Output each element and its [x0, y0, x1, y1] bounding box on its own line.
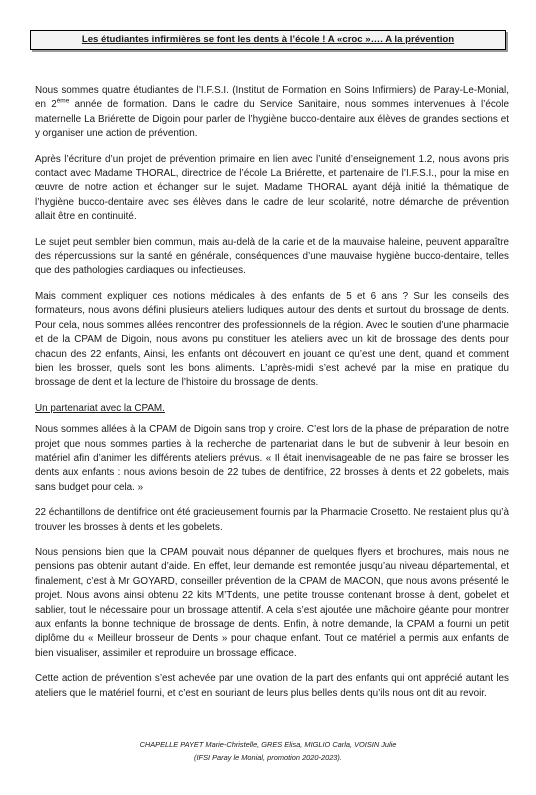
paragraph-subject: Le sujet peut sembler bien commun, mais au-delà de la carie et de la mauvaise haleine, peuvent apparaître des répercussions sur la santé en générale, conséquences d’une mauvaise hygiène bucco-dentaire, telles que des pathologies cardiaques ou infectieuses. [35, 236, 509, 277]
paragraph-pharmacy: 22 échantillons de dentifrice ont été gracieusement fournis par la Pharmacie Crosetto. Ne restaient plus qu’à trouver les brosses à dents et les gobelets. [35, 507, 509, 533]
paragraph-workshops: Mais comment expliquer ces notions médicales à des enfants de 5 et 6 ans ? Sur les conseils des formateurs, nous avons défini plusieurs ateliers ludiques autour des dents et surtout du brossage de dents. Pour cela, nous sommes allées rencontrer des professionnels de la région. Avec le soutien d’une pharmacie et de la CPAM de Digoin, nous avons pu constituer les ateliers avec un kit de brossage des dents pour chacun des 22 enfants, Ainsi, les enfants ont découvert en jouant ce qu’est une dent, quand et comment bien les brosser, quels sont les bons aliments. L’après-midi s’est achevé par la mise en pratique du brossage de dent et la lecture de l’histoire du brossage de dents. [35, 290, 509, 389]
section-subheading: Un partenariat avec la CPAM. [35, 402, 165, 414]
paragraph-contact: Après l’écriture d’un projet de prévention primaire en lien avec l’unité d’enseignement 1.2, nous avons pris contact avec Madame THORAL, directrice de l’école La Briérette, et partenaire de l’I.F.S.I., pour la mise en œuvre de notre action et échanger sur le sujet. Madame THORAL ayant déjà initié la thématique de l’hygiène bucco-dentaire avec ses élèves dans le cadre de leur scolarité, notre démarche de prévention allait être en continuité. [35, 153, 509, 223]
paragraph-intro-text-b: année de formation. Dans le cadre du Service Sanitaire, nous sommes intervenues à l’école maternelle La Briérette de Digoin pour parler de l’hygiène bucco-dentaire aux élèves de grandes sections et y organiser une action de prévention. [35, 99, 509, 140]
paragraph-conclusion: Cette action de prévention s’est achevée par une ovation de la part des enfants qui ont apprécié autant les ateliers que le matériel fourni, et c’est en souriant de leurs plus belles dents qu’ils nous ont dit au revoir. [35, 673, 509, 699]
title-banner [30, 30, 506, 50]
article-title: Les étudiantes infirmières se font les dents à l’école ! A «croc »…. A la prévention [81, 34, 455, 45]
article-body [35, 84, 509, 712]
signature-affiliation: (IFSI Paray le Monial, promotion 2020-2023). [194, 753, 342, 762]
ordinal-superscript: ème [56, 98, 70, 106]
paragraph-materials: Nous pensions bien que la CPAM pouvait nous dépanner de quelques flyers et brochures, mais nous ne pensions pas obtenir autant d’aide. En effet, leur demande est remontée jusqu’au niveau départemental, et finalement, c’est à Mr GOYARD, conseiller prévention de la CPAM de MACON, que nous avons présenté le projet. Nous avons ainsi obtenu 22 kits M’Tdents, une petite trousse contenant brosse à dent, gobelet et sablier, tout le nécessaire pour un brossage attentif. A cela s’est ajoutée une mâchoire géante pour montrer aux enfants la bonne technique de brossage de dents. Enfin, à notre demande, la CPAM a fourni un petit diplôme du « Meilleur brosseur de Dents » pour chaque enfant. Tout ce matériel a permis aux enfants de bien visualiser, assimiler et reproduire un brossage efficace. [35, 546, 509, 659]
paragraph-cpam: Nous sommes allées à la CPAM de Digoin sans trop y croire. C’est lors de la phase de préparation de notre projet que nous sommes parties à la recherche de partenariat dans le but de subvenir à leur besoin en matériel afin d’animer les différents ateliers prévus. « Il était inenvisageable de ne pas faire se brosser les dents aux enfants : nous avions besoin de 22 tubes de dentifrice, 22 brosses à dents et 22 gobelets, mais sans budget pour cela. » [35, 424, 509, 493]
paragraph-intro [35, 84, 509, 142]
signature-authors: CHAPELLE PAYET Marie-Christelle, GRES Elisa, MIGLIO Carla, VOISIN Julie [139, 740, 397, 749]
paragraph-intro-text-a: Nous sommes quatre étudiantes de l’I.F.S.I. (Institut de Formation en Soins Infirmiers) de Paray-Le-Monial, en 2 [35, 85, 509, 111]
